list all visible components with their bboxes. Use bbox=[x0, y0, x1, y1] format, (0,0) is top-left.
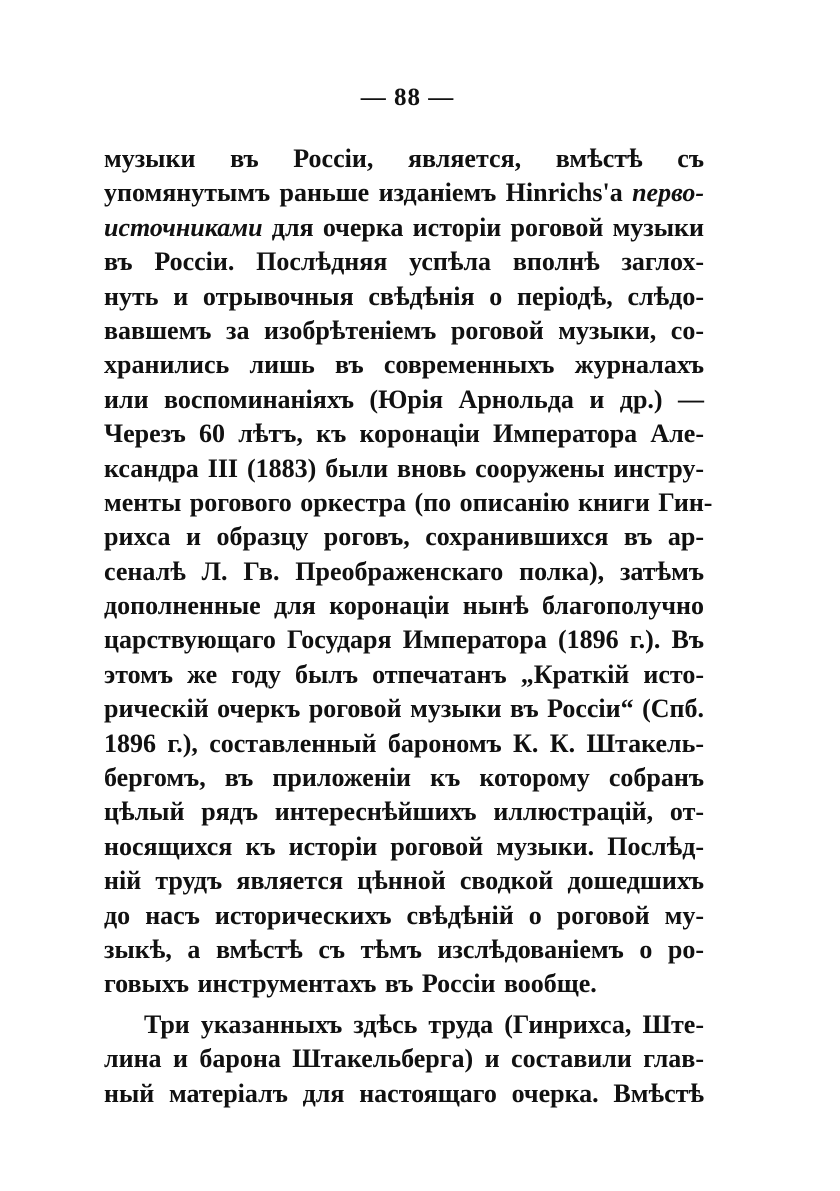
text-line: сеналѣ Л. Гв. Преображенскаго полка), затѣмъ bbox=[104, 556, 704, 586]
italic-phrase: перво- bbox=[632, 178, 704, 208]
text-segment: для очерка исторіи роговой музыки bbox=[262, 212, 704, 242]
text-line: цѣлый рядъ интереснѣйшихъ иллюстрацій, от- bbox=[104, 797, 704, 827]
text-line: до насъ историческихъ свѣдѣній о роговой му- bbox=[104, 900, 704, 930]
text-line: хранились лишь въ современныхъ журналахъ bbox=[104, 350, 704, 380]
text-line: нуть и отрывочныя свѣдѣнія о періодѣ, слѣдо- bbox=[104, 281, 704, 311]
text-line bbox=[104, 211, 704, 245]
text-line: носящихся къ исторіи роговой музыки. Послѣд- bbox=[104, 831, 704, 861]
text-line: рихса и образцу роговъ, сохранившихся въ ар- bbox=[104, 522, 704, 552]
text-line: Три указанныхъ здѣсь труда (Гинрихса, Ште- bbox=[144, 1009, 704, 1039]
text-line: ній трудъ является цѣнной сводкой дошедшихъ bbox=[104, 866, 704, 896]
page-number: — 88 — bbox=[360, 84, 455, 111]
text-line: говыхъ инструментахъ въ Россіи вообще. bbox=[104, 969, 597, 999]
text-line: 1896 г.), составленный барономъ К. К. Штакель- bbox=[104, 728, 704, 758]
text-line: въ Россіи. Послѣдняя успѣла вполнѣ заглох- bbox=[104, 247, 704, 277]
text-line: лина и барона Штакельберга) и составили глав- bbox=[104, 1044, 704, 1074]
body-text bbox=[104, 142, 713, 1111]
text-line: бергомъ, въ приложеніи къ которому собранъ bbox=[104, 763, 704, 793]
text-line: рическій очеркъ роговой музыки въ Россіи“ (Спб. bbox=[104, 694, 705, 724]
text-line: музыки въ Россіи, является, вмѣстѣ съ bbox=[104, 144, 704, 173]
text-line: этомъ же году былъ отпечатанъ „Краткій исто- bbox=[104, 659, 704, 689]
text-line: зыкѣ, а вмѣстѣ съ тѣмъ изслѣдованіемъ о ро- bbox=[104, 934, 704, 964]
text-line: дополненные для коронаціи нынѣ благополучно bbox=[104, 591, 704, 621]
italic-phrase: источниками bbox=[104, 212, 263, 242]
text-line: Черезъ 60 лѣтъ, къ коронаціи Императора Але- bbox=[104, 419, 704, 449]
text-line: царствующаго Государя Императора (1896 г.). Въ bbox=[104, 625, 704, 655]
text-segment: упомянутымъ раньше изданіемъ Hinrichs'а bbox=[104, 178, 633, 208]
text-line: или воспоминаніяхъ (Юрія Арнольда и др.) — bbox=[104, 384, 704, 414]
text-line: менты рогового оркестра (по описанію книги Гин- bbox=[104, 487, 713, 517]
text-line: ный матеріалъ для настоящаго очерка. Вмѣстѣ bbox=[104, 1078, 704, 1108]
text-line: вавшемъ за изобрѣтеніемъ роговой музыки, со- bbox=[104, 315, 704, 345]
text-line: ксандра III (1883) были вновь сооружены инстру- bbox=[104, 453, 704, 483]
text-line bbox=[104, 176, 704, 210]
